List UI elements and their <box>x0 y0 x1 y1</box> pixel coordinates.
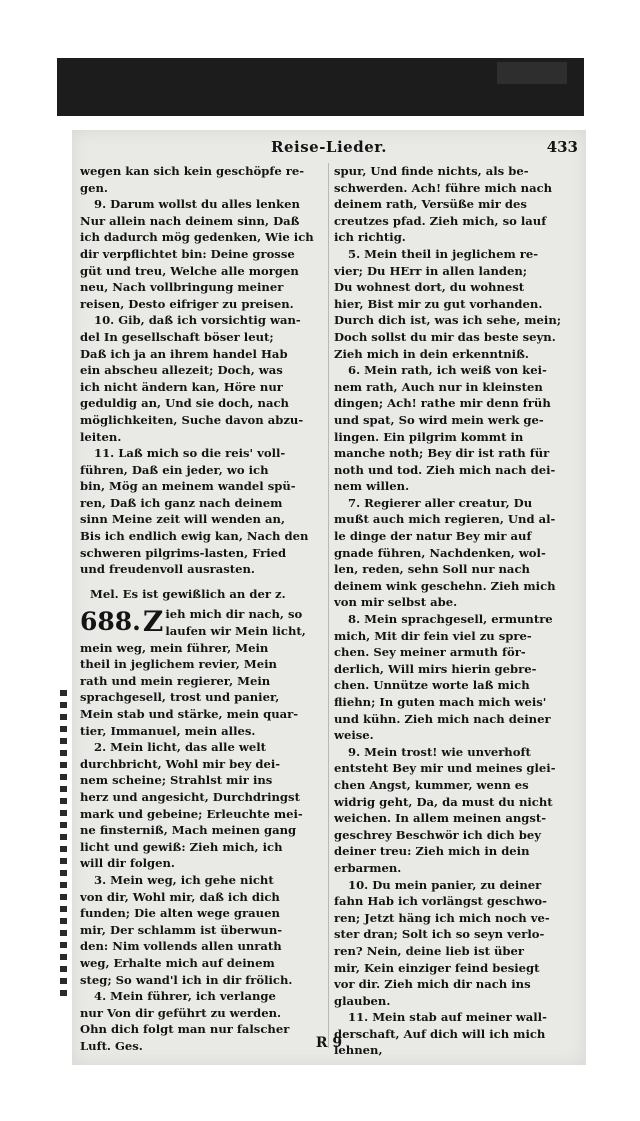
text-line: 9. Mein trost! wie unverhoft <box>348 744 531 759</box>
left-column <box>80 163 326 1054</box>
text-line: noth und tod. Zieh mich nach dei- <box>334 462 556 477</box>
text-line: 10. Du mein panier, zu deiner <box>348 877 542 892</box>
running-head: Reise-Lieder. <box>271 138 387 156</box>
text-line: und kühn. Zieh mich nach deiner <box>334 711 551 726</box>
text-line: mark und gebeine; Erleuchte mei- <box>80 806 303 821</box>
text-line: 6. Mein rath, ich weiß von kei- <box>348 363 547 378</box>
text-line: ren; Jetzt häng ich mich noch ve- <box>334 910 550 925</box>
text-line: ren, Daß ich ganz nach deinem <box>80 495 283 510</box>
hymn-continuation <box>80 640 326 1055</box>
text-line: creutzes pfad. Zieh mich, so lauf <box>334 213 547 228</box>
text-line: von dir, Wohl mir, daß ich dich <box>80 889 280 904</box>
text-line: entsteht Bey mir und meines glei- <box>334 761 556 776</box>
text-line: widrig geht, Da, da must du nicht <box>334 794 553 809</box>
text-line: ich richtig. <box>334 230 406 245</box>
text-line: theil in jeglichem revier, Mein <box>80 657 277 672</box>
text-line: 11. Laß mich so die reis' voll- <box>94 446 286 461</box>
text-line: und spat, So wird mein werk ge- <box>334 412 544 427</box>
text-line: ich nicht ändern kan, Höre nur <box>80 379 283 394</box>
hymn-second-line: laufen wir Mein licht, <box>165 624 306 639</box>
text-line: durchbricht, Wohl mir bey dei- <box>80 756 281 771</box>
text-line: chen. Unnütze worte laß mich <box>334 678 530 693</box>
hymn-688 <box>80 606 326 1054</box>
right-column <box>334 163 580 1059</box>
text-line: ster dran; Solt ich so seyn verlo- <box>334 927 545 942</box>
text-line: deinem wink geschehn. Zieh mich <box>334 578 556 593</box>
text-line: lehnen, <box>334 1043 383 1058</box>
column-divider <box>328 163 329 1048</box>
text-line: mich, Mit dir fein viel zu spre- <box>334 628 532 643</box>
text-line: lingen. Ein pilgrim kommt in <box>334 429 524 444</box>
text-line: gen. <box>80 180 108 195</box>
text-line: 10. Gib, daß ich vorsichtig wan- <box>94 313 301 328</box>
text-line: vor dir. Zieh mich dir nach ins <box>334 977 531 992</box>
text-line: führen, Daß ein jeder, wo ich <box>80 462 269 477</box>
right-column-lines <box>334 163 580 1059</box>
text-line: will dir folgen. <box>80 856 175 871</box>
text-line: le dinge der natur Bey mir auf <box>334 529 532 544</box>
left-column-lines <box>80 163 326 578</box>
text-line: den: Nim vollends allen unrath <box>80 939 282 954</box>
text-line: 11. Mein stab auf meiner wall- <box>348 1010 547 1025</box>
text-line: funden; Die alten wege grauen <box>80 906 280 921</box>
hymn-number: 688. <box>80 607 141 637</box>
text-line: glauben. <box>334 993 391 1008</box>
text-line: geduldig an, Und sie doch, nach <box>80 396 289 411</box>
text-line: Du wohnest dort, du wohnest <box>334 280 525 295</box>
text-line: 4. Mein führer, ich verlange <box>94 989 276 1004</box>
text-line: leiten. <box>80 429 122 444</box>
text-line: weichen. In allem meinen angst- <box>334 811 547 826</box>
text-line: Ohn dich folgt man nur falscher <box>80 1022 290 1037</box>
scanner-border-detail <box>497 62 567 84</box>
text-line: mir, Der schlamm ist überwun- <box>80 922 283 937</box>
text-line: fliehn; In guten mach mich weis' <box>334 695 547 709</box>
text-line: nur Von dir geführt zu werden. <box>80 1005 282 1020</box>
text-line: güt und treu, Welche alle morgen <box>80 263 299 278</box>
text-line: bin, Mög an meinem wandel spü- <box>80 479 296 494</box>
binding-marks <box>60 690 69 1050</box>
text-line: möglichkeiten, Suche davon abzu- <box>80 412 304 427</box>
text-line: wegen kan sich kein geschöpfe re- <box>80 164 305 178</box>
text-line: sprachgesell, trost und panier, <box>80 690 280 705</box>
text-line: derschaft, Auf dich will ich mich <box>334 1026 546 1041</box>
scanner-border-top <box>57 58 584 116</box>
text-line: neu, Nach vollbringung meiner <box>80 280 284 295</box>
text-line: 5. Mein theil in jeglichem re- <box>348 246 539 261</box>
hymn-first-line: ieh mich dir nach, so <box>165 607 303 622</box>
text-line: licht und gewiß: Zieh mich, ich <box>80 839 283 854</box>
text-line: tier, Immanuel, mein alles. <box>80 723 256 738</box>
text-line: rath und mein regierer, Mein <box>80 673 271 688</box>
text-line: Bis ich endlich ewig kan, Nach den <box>80 529 309 544</box>
text-line: mir, Kein einziger feind besiegt <box>334 960 540 975</box>
text-line: len, reden, sehn Soll nur nach <box>334 562 530 577</box>
text-line: nem willen. <box>334 479 410 494</box>
text-line: 7. Regierer aller creatur, Du <box>348 495 533 510</box>
text-line: ein abscheu allezeit; Doch, was <box>80 363 283 378</box>
text-line: herz und angesicht, Durchdringst <box>80 789 300 804</box>
text-line: deiner treu: Zieh mich in dein <box>334 844 530 859</box>
text-line: schweren pilgrims-lasten, Fried <box>80 545 287 560</box>
text-line: vier; Du HErr in allen landen; <box>334 263 528 278</box>
text-line: nem scheine; Strahlst mir ins <box>80 773 273 788</box>
text-line: 9. Darum wollst du alles lenken <box>94 197 300 212</box>
text-line: gnade führen, Nachdenken, wol- <box>334 545 546 560</box>
text-line: ne finsterniß, Mach meinen gang <box>80 823 297 838</box>
text-line: weise. <box>334 728 374 743</box>
text-line: Durch dich ist, was ich sehe, mein; <box>334 313 562 328</box>
text-line: hier, Bist mir zu gut vorhanden. <box>334 296 543 311</box>
text-line: deinem rath, Versüße mir des <box>334 197 527 212</box>
text-line: nem rath, Auch nur in kleinsten <box>334 379 543 394</box>
text-line: del In gesellschaft böser leut; <box>80 329 274 344</box>
text-line: ren? Nein, deine lieb ist über <box>334 943 525 958</box>
text-line: dingen; Ach! rathe mir denn früh <box>334 396 551 411</box>
text-line: dir verpflichtet bin: Deine grosse <box>80 246 295 261</box>
text-line: und freudenvoll ausrasten. <box>80 562 255 577</box>
text-line: Daß ich ja an ihrem handel Hab <box>80 346 288 361</box>
melody-indication: Mel. Es ist gewißlich an der z. <box>90 586 286 601</box>
text-line: steg; So wand'l ich in dir frölich. <box>80 972 293 987</box>
text-line: erbarmen. <box>334 860 402 875</box>
page-number: 433 <box>546 138 578 156</box>
text-line: Doch sollst du mir das beste seyn. <box>334 329 556 344</box>
text-line: 2. Mein licht, das alle welt <box>94 740 266 755</box>
text-line: chen Angst, kummer, wenn es <box>334 777 529 792</box>
text-line: spur, Und finde nichts, als be- <box>334 164 529 178</box>
book-page <box>72 130 586 1065</box>
text-line: reisen, Desto eifriger zu preisen. <box>80 296 294 311</box>
text-line: manche noth; Bey dir ist rath für <box>334 446 550 461</box>
text-line: ich dadurch mög gedenken, Wie ich <box>80 230 314 245</box>
text-line: 8. Mein sprachgesell, ermuntre <box>348 612 553 627</box>
text-line: Zieh mich in dein erkenntniß. <box>334 346 529 361</box>
text-line: Nur allein nach deinem sinn, Daß <box>80 213 300 228</box>
text-line: chen. Sey meiner armuth för- <box>334 645 526 660</box>
text-line: geschrey Beschwör ich dich bey <box>334 827 541 842</box>
text-line: 3. Mein weg, ich gehe nicht <box>94 872 274 887</box>
text-line: sinn Meine zeit will wenden an, <box>80 512 285 527</box>
signature-mark: R 9 <box>315 1035 343 1051</box>
text-line: mein weg, mein führer, Mein <box>80 640 269 655</box>
text-line: schwerden. Ach! führe mich nach <box>334 180 553 195</box>
text-line: Mein stab und stärke, mein quar- <box>80 707 299 721</box>
text-line: weg, Erhalte mich auf deinem <box>80 955 275 970</box>
text-line: mußt auch mich regieren, Und al- <box>334 512 556 527</box>
text-line: derlich, Will mirs hierin gebre- <box>334 661 537 676</box>
text-line: Luft. Ges. <box>80 1038 143 1053</box>
text-line: von mir selbst abe. <box>334 595 458 610</box>
hymn-dropcap: Z <box>142 605 164 639</box>
text-line: fahn Hab ich vorlängst geschwo- <box>334 894 547 909</box>
